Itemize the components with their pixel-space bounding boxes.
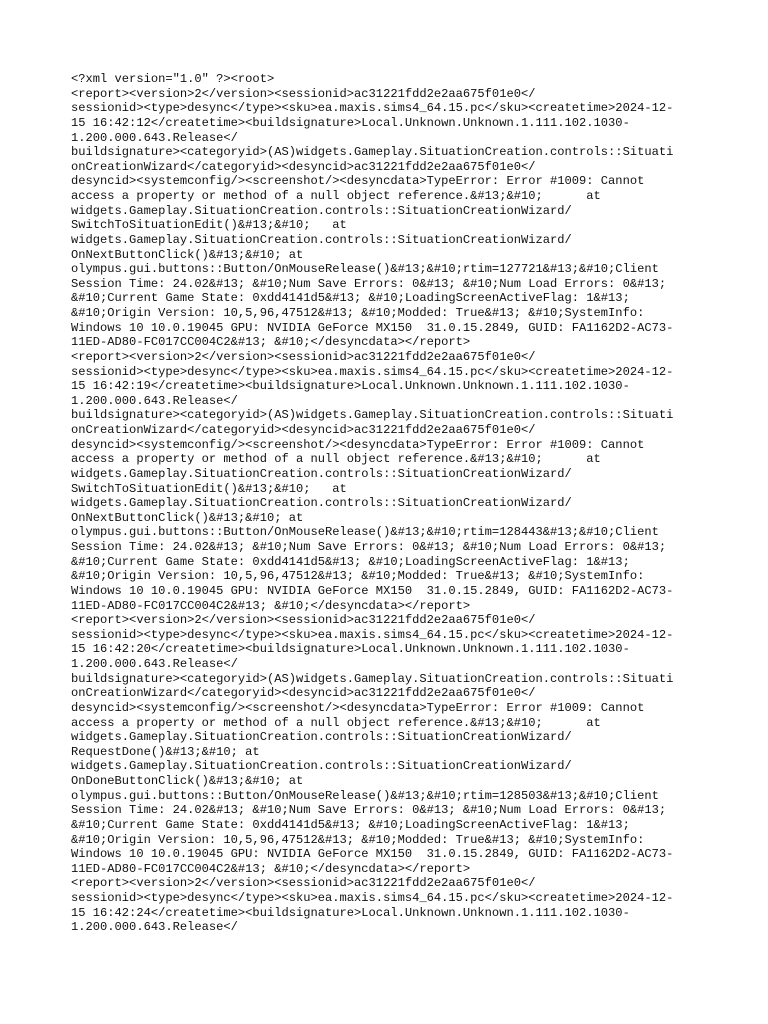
document-line: desyncid><systemconfig/><screenshot/><desyncdata>TypeError: Error #1009: Cannot [71,174,645,189]
document-line: OnNextButtonClick()&#13;&#10; at [71,247,304,262]
document-line: &#10;Current Game State: 0xdd4141d5&#13; &#10;LoadingScreenActiveFlag: 1&#13; [71,291,630,306]
document-line: olympus.gui.buttons::Button/OnMouseRelease()&#13;&#10;rtim=128503&#13;&#10;Client [71,788,659,803]
document-line: 11ED-AD80-FC017CC004C2&#13; &#10;</desyncdata></report> [71,598,471,613]
document-line: <report><version>2</version><sessionid>ac31221fdd2e2aa675f01e0</ [71,86,536,101]
document-line: &#10;Current Game State: 0xdd4141d5&#13; &#10;LoadingScreenActiveFlag: 1&#13; [71,817,630,832]
document-line: Session Time: 24.02&#13; &#10;Num Save Errors: 0&#13; &#10;Num Load Errors: 0&#13; [71,803,667,818]
document-line: 15 16:42:12</createtime><buildsignature>Local.Unknown.Unknown.1.111.102.1030- [71,115,630,130]
document-line: access a property or method of a null object reference.&#13;&#10; at [71,452,601,467]
document-line: widgets.Gameplay.SituationCreation.controls::SituationCreationWizard/ [71,232,572,247]
document-line: OnNextButtonClick()&#13;&#10; at [71,510,304,525]
document-line: 11ED-AD80-FC017CC004C2&#13; &#10;</desyncdata></report> [71,335,471,350]
document-line: Session Time: 24.02&#13; &#10;Num Save Errors: 0&#13; &#10;Num Load Errors: 0&#13; [71,540,667,554]
document-line: <report><version>2</version><sessionid>ac31221fdd2e2aa675f01e0</ [71,876,536,891]
document-line: 15 16:42:19</createtime><buildsignature>Local.Unknown.Unknown.1.111.102.1030- [71,379,630,394]
document-line: &#10;Origin Version: 10,5,96,47512&#13; &#10;Modded: True&#13; &#10;SystemInfo: [71,832,645,847]
document-line: SwitchToSituationEdit()&#13;&#10; at [71,218,347,233]
document-line: SwitchToSituationEdit()&#13;&#10; at [71,481,347,496]
document-line: access a property or method of a null object reference.&#13;&#10; at [71,715,601,730]
document-line: access a property or method of a null object reference.&#13;&#10; at [71,189,601,203]
document-line: Session Time: 24.02&#13; &#10;Num Save Errors: 0&#13; &#10;Num Load Errors: 0&#13; [71,276,667,291]
document-line: buildsignature><categoryid>(AS)widgets.Gameplay.SituationCreation.controls::Situati [71,145,674,160]
document-line: Windows 10 10.0.19045 GPU: NVIDIA GeForce MX150 31.0.15.2849, GUID: FA1162D2-AC73- [71,847,674,862]
document-line: sessionid><type>desync</type><sku>ea.maxis.sims4_64.15.pc</sku><createtime>2024-12- [71,364,674,379]
document-line: Windows 10 10.0.19045 GPU: NVIDIA GeForce MX150 31.0.15.2849, GUID: FA1162D2-AC73- [71,320,674,335]
document-line: 11ED-AD80-FC017CC004C2&#13; &#10;</desyncdata></report> [71,861,471,876]
document-line: <?xml version="1.0" ?><root> [71,72,275,86]
document-line: Windows 10 10.0.19045 GPU: NVIDIA GeForce MX150 31.0.15.2849, GUID: FA1162D2-AC73- [71,583,674,598]
document-line: 15 16:42:20</createtime><buildsignature>Local.Unknown.Unknown.1.111.102.1030- [71,642,630,657]
document-line: widgets.Gameplay.SituationCreation.controls::SituationCreationWizard/ [71,203,572,218]
document-line: RequestDone()&#13;&#10; at [71,744,260,759]
document-line: 1.200.000.643.Release</ [71,393,238,408]
document-line: onCreationWizard</categoryid><desyncid>ac31221fdd2e2aa675f01e0</ [71,686,536,701]
document-line: sessionid><type>desync</type><sku>ea.maxis.sims4_64.15.pc</sku><createtime>2024-12- [71,101,674,116]
document-line: sessionid><type>desync</type><sku>ea.maxis.sims4_64.15.pc</sku><createtime>2024-12- [71,891,674,905]
document-line: widgets.Gameplay.SituationCreation.controls::SituationCreationWizard/ [71,759,572,774]
document-line: <report><version>2</version><sessionid>ac31221fdd2e2aa675f01e0</ [71,613,536,628]
document-line: onCreationWizard</categoryid><desyncid>ac31221fdd2e2aa675f01e0</ [71,159,536,174]
document-page [71,72,711,935]
document-line: 15 16:42:24</createtime><buildsignature>Local.Unknown.Unknown.1.111.102.1030- [71,905,630,920]
document-line: &#10;Origin Version: 10,5,96,47512&#13; &#10;Modded: True&#13; &#10;SystemInfo: [71,306,645,320]
document-line: buildsignature><categoryid>(AS)widgets.Gameplay.SituationCreation.controls::Situati [71,671,674,686]
document-line: widgets.Gameplay.SituationCreation.controls::SituationCreationWizard/ [71,466,572,481]
document-line: 1.200.000.643.Release</ [71,920,238,935]
document-line: &#10;Origin Version: 10,5,96,47512&#13; &#10;Modded: True&#13; &#10;SystemInfo: [71,569,645,584]
document-line: &#10;Current Game State: 0xdd4141d5&#13; &#10;LoadingScreenActiveFlag: 1&#13; [71,554,630,569]
document-line: buildsignature><categoryid>(AS)widgets.Gameplay.SituationCreation.controls::Situati [71,408,674,423]
document-line: sessionid><type>desync</type><sku>ea.maxis.sims4_64.15.pc</sku><createtime>2024-12- [71,627,674,642]
document-line: widgets.Gameplay.SituationCreation.controls::SituationCreationWizard/ [71,730,572,745]
document-line: 1.200.000.643.Release</ [71,657,238,671]
document-line: desyncid><systemconfig/><screenshot/><desyncdata>TypeError: Error #1009: Cannot [71,437,645,452]
document-line: widgets.Gameplay.SituationCreation.controls::SituationCreationWizard/ [71,496,572,511]
document-line: olympus.gui.buttons::Button/OnMouseRelease()&#13;&#10;rtim=127721&#13;&#10;Client [71,262,659,277]
document-line: onCreationWizard</categoryid><desyncid>ac31221fdd2e2aa675f01e0</ [71,423,536,437]
document-line: <report><version>2</version><sessionid>ac31221fdd2e2aa675f01e0</ [71,349,536,364]
document-line: OnDoneButtonClick()&#13;&#10; at [71,774,304,788]
document-line: 1.200.000.643.Release</ [71,130,238,145]
document-line: olympus.gui.buttons::Button/OnMouseRelease()&#13;&#10;rtim=128443&#13;&#10;Client [71,525,659,540]
document-line: desyncid><systemconfig/><screenshot/><desyncdata>TypeError: Error #1009: Cannot [71,700,645,715]
